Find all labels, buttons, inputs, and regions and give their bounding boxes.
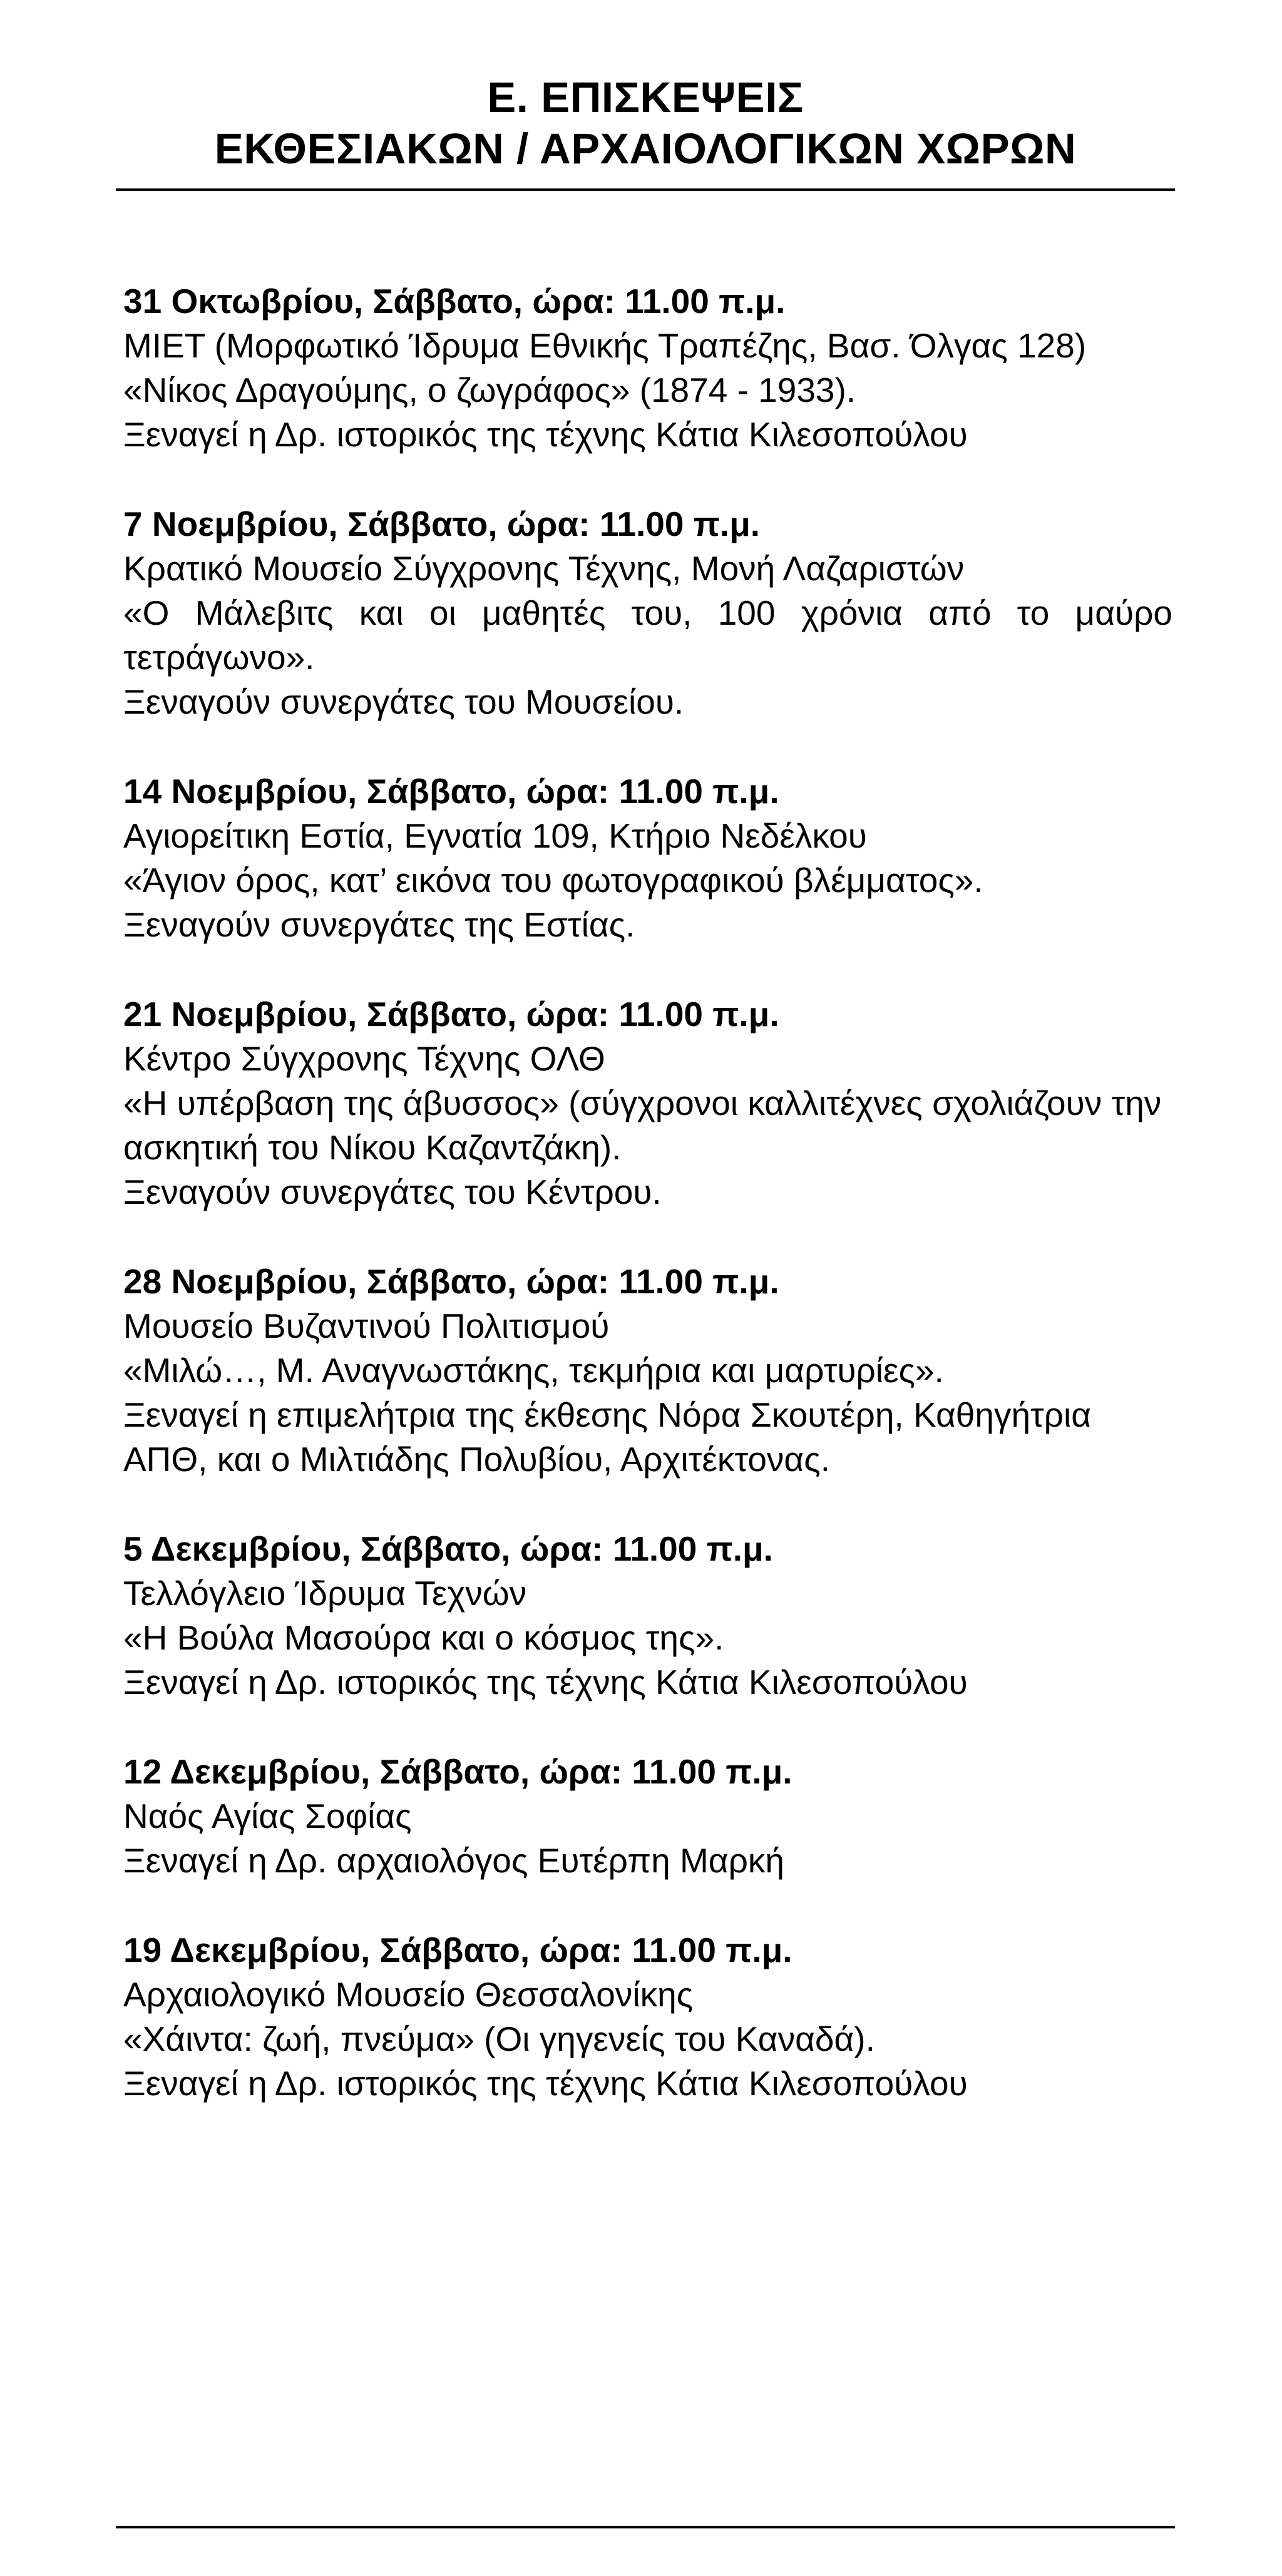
- page-title-line-1: Ε. ΕΠΙΣΚΕΨΕΙΣ: [487, 73, 804, 121]
- event-item: [123, 1750, 1172, 1883]
- event-date: 5 Δεκεμβρίου, Σάββατο, ώρα: 11.00 π.μ.: [123, 1529, 773, 1568]
- event-item: [123, 1928, 1172, 2106]
- header-divider: [116, 188, 1175, 191]
- event-venue: Τελλόγλειο Ίδρυμα Τεχνών: [123, 1574, 527, 1613]
- event-exhibition: «Χάιντα: ζωή, πνεύμα» (Οι γηγενείς του Καναδά).: [123, 2019, 875, 2058]
- event-date: 19 Δεκεμβρίου, Σάββατο, ώρα: 11.00 π.μ.: [123, 1931, 792, 1969]
- event-date: 31 Οκτωβρίου, Σάββατο, ώρα: 11.00 π.μ.: [123, 282, 786, 321]
- event-venue: Κέντρο Σύγχρονης Τέχνης ΟΛΘ: [123, 1039, 605, 1078]
- event-item: [123, 279, 1172, 457]
- event-guide: Ξεναγεί η επιμελήτρια της έκθεσης Νόρα Σκουτέρη, Καθηγήτρια ΑΠΘ, και ο Μιλτιάδης Πολυβίου, Αρχιτέκτονας.: [123, 1395, 1092, 1479]
- event-item: [123, 1527, 1172, 1705]
- event-guide: Ξεναγεί η Δρ. ιστορικός της τέχνης Κάτια Κιλεσοπούλου: [123, 2064, 968, 2103]
- event-date: 7 Νοεμβρίου, Σάββατο, ώρα: 11.00 π.μ.: [123, 505, 761, 543]
- event-item: [123, 992, 1172, 1214]
- event-item: [123, 769, 1172, 947]
- event-venue: Μουσείο Βυζαντινού Πολιτισμού: [123, 1306, 610, 1345]
- event-venue: ΜΙΕΤ (Μορφωτικό Ίδρυμα Εθνικής Τραπέζης, Βασ. Όλγας 128): [123, 326, 1087, 365]
- footer-divider: [116, 2526, 1175, 2528]
- event-venue: Ναός Αγίας Σοφίας: [123, 1797, 412, 1835]
- event-exhibition: «Ο Μάλεβιτς και οι μαθητές του, 100 χρόνια από το μαύρο τετράγωνο».: [123, 593, 1172, 677]
- event-guide: Ξεναγεί η Δρ. ιστορικός της τέχνης Κάτια Κιλεσοπούλου: [123, 1663, 968, 1701]
- event-guide: Ξεναγεί η Δρ. ιστορικός της τέχνης Κάτια Κιλεσοπούλου: [123, 415, 968, 454]
- page-title-line-2: ΕΚΘΕΣΙΑΚΩΝ / ΑΡΧΑΙΟΛΟΓΙΚΩΝ ΧΩΡΩΝ: [214, 125, 1077, 173]
- event-exhibition: «Η υπέρβαση της άβυσσος» (σύγχρονοι καλλιτέχνες σχολιάζουν την ασκητική του Νίκου Καζαντζάκη).: [123, 1084, 1162, 1167]
- page-header: [116, 72, 1175, 175]
- event-exhibition: «Άγιον όρος, κατ’ εικόνα του φωτογραφικού βλέμματος».: [123, 861, 983, 900]
- event-exhibition: «Νίκος Δραγούμης, ο ζωγράφος» (1874 - 1933).: [123, 371, 856, 409]
- event-item: [123, 1260, 1172, 1482]
- event-date: 14 Νοεμβρίου, Σάββατο, ώρα: 11.00 π.μ.: [123, 772, 779, 811]
- event-exhibition: «Η Βούλα Μασούρα και ο κόσμος της».: [123, 1618, 724, 1657]
- event-venue: Κρατικό Μουσείο Σύγχρονης Τέχνης, Μονή Λαζαριστών: [123, 549, 965, 588]
- event-guide: Ξεναγούν συνεργάτες του Μουσείου.: [123, 682, 684, 721]
- event-exhibition: «Μιλώ…, Μ. Αναγνωστάκης, τεκμήρια και μαρτυρίες».: [123, 1351, 944, 1390]
- event-list: [123, 279, 1172, 2151]
- event-date: 21 Νοεμβρίου, Σάββατο, ώρα: 11.00 π.μ.: [123, 995, 779, 1034]
- event-guide: Ξεναγούν συνεργάτες της Εστίας.: [123, 905, 635, 944]
- event-venue: Αρχαιολογικό Μουσείο Θεσσαλονίκης: [123, 1975, 694, 2014]
- event-date: 28 Νοεμβρίου, Σάββατο, ώρα: 11.00 π.μ.: [123, 1262, 779, 1301]
- event-item: [123, 502, 1172, 724]
- event-guide: Ξεναγεί η Δρ. αρχαιολόγος Ευτέρπη Μαρκή: [123, 1841, 784, 1880]
- event-date: 12 Δεκεμβρίου, Σάββατο, ώρα: 11.00 π.μ.: [123, 1752, 792, 1791]
- event-venue: Αγιορείτικη Εστία, Εγνατία 109, Κτήριο Νεδέλκου: [123, 816, 867, 855]
- event-guide: Ξεναγούν συνεργάτες του Κέντρου.: [123, 1173, 662, 1211]
